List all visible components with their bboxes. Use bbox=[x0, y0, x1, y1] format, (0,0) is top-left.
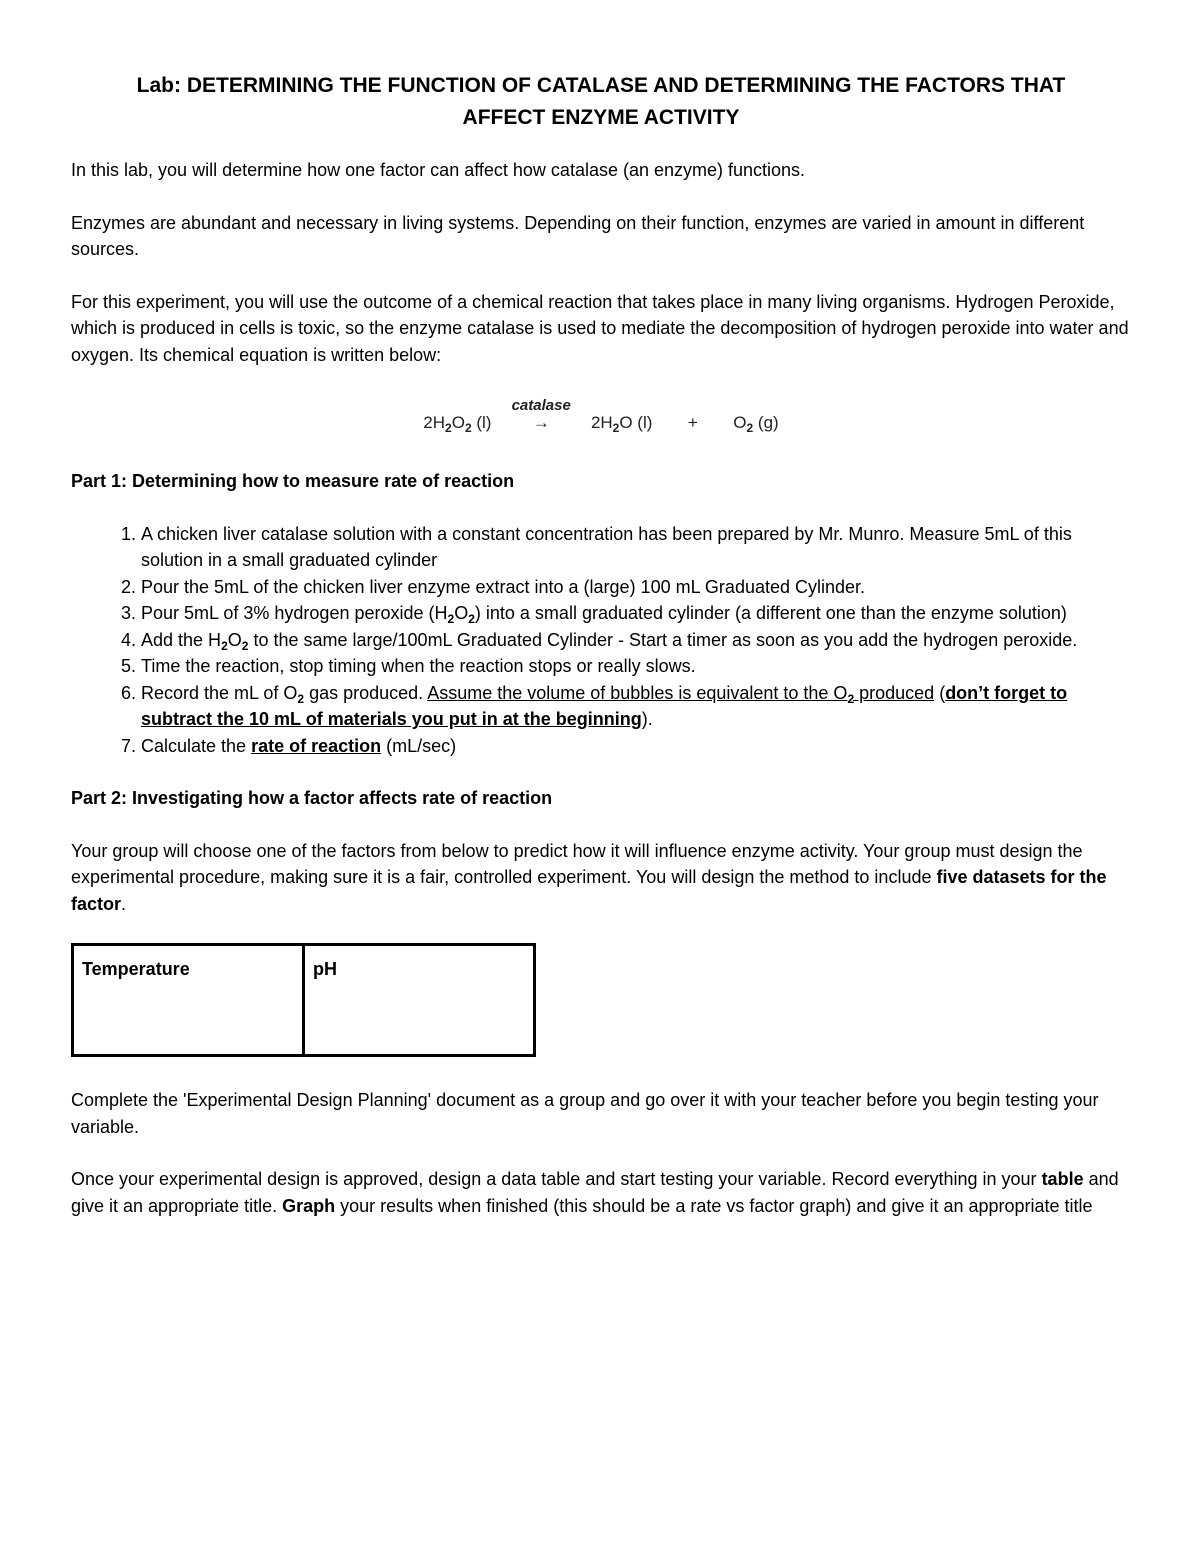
equation-plus: + bbox=[687, 413, 698, 432]
catalyst-label: catalase bbox=[511, 397, 571, 414]
step-1: 1. A chicken liver catalase solution with a constant concentration has been prepared by Mr. Munro. Measure 5mL of this solution in a small graduated cylinder bbox=[141, 521, 1131, 574]
equation-reactant: $2H_2O_2$ (l) bbox=[423, 413, 492, 435]
subtract-reminder: don’t forget to subtract the 10 mL of materials you put in at the beginning bbox=[141, 682, 1068, 729]
factor-ph: pH bbox=[304, 945, 535, 1056]
arrow-icon: → bbox=[532, 413, 550, 432]
factors-table bbox=[71, 943, 536, 1057]
equation-product-water: $2H_2O$ (l) bbox=[590, 413, 653, 435]
graph-term: Graph bbox=[282, 1195, 336, 1216]
intro-paragraph-3: For this experiment, you will use the outcome of a chemical reaction that takes place in many living organisms. Hydrogen Peroxide, which is produced in cells is toxic, so the enzyme catalase is used to mediate the decomposition of hydrogen peroxide into water and oxygen. Its chemical equation is written below: bbox=[71, 291, 1129, 365]
reaction-arrow bbox=[506, 397, 576, 437]
document-title bbox=[71, 70, 1131, 134]
part2-paragraph-2: Complete the 'Experimental Design Planning' document as a group and go over it with your teacher before you begin testing your variable. bbox=[71, 1090, 1099, 1137]
assumption-note: Assume the volume of bubbles is equivalent to the $O_2$ produced bbox=[427, 682, 935, 706]
rate-of-reaction-term: rate of reaction bbox=[251, 735, 382, 756]
table-row bbox=[73, 945, 535, 1056]
part1-steps bbox=[71, 521, 1131, 760]
step-6: 6. Record the mL of $O_2$ gas produced. Assume the volume of bubbles is equivalent to the $O_2$ produced (don’t forget to subtract the 10 mL of materials you put in at the beginning). bbox=[141, 680, 1131, 733]
equation-product-oxygen: $O_2$ (g) bbox=[733, 413, 779, 435]
factor-temperature: Temperature bbox=[73, 945, 304, 1056]
step-5: 5. Time the reaction, stop timing when the reaction stops or really slows. bbox=[141, 653, 1131, 680]
step-4: 4. Add the $H_2O_2$ to the same large/100mL Graduated Cylinder - Start a timer as soon as you add the hydrogen peroxide. bbox=[141, 627, 1131, 654]
five-datasets-term: five datasets for the factor bbox=[71, 867, 1107, 914]
part1-heading: Part 1: Determining how to measure rate of reaction bbox=[71, 471, 515, 491]
part2-paragraph-1: Your group will choose one of the factors from below to predict how it will influence enzyme activity. Your group must design the experimental procedure, making sure it is a fair, controlled experiment. You will design the method to include five datasets for the factor. bbox=[71, 840, 1107, 914]
chemical-equation bbox=[71, 394, 1131, 438]
part2-paragraph-3: Once your experimental design is approved, design a data table and start testing your variable. Record everything in your table and give it an appropriate title. Graph your results when finished (this should be a rate vs factor graph) and give it an appropriate title bbox=[71, 1169, 1119, 1216]
document-content bbox=[71, 70, 1131, 1245]
title-line-2: AFFECT ENZYME ACTIVITY bbox=[462, 106, 740, 129]
intro-paragraph-2: Enzymes are abundant and necessary in living systems. Depending on their function, enzymes are varied in amount in different sources. bbox=[71, 212, 1085, 259]
step-7: 7. Calculate the rate of reaction (mL/sec) bbox=[141, 733, 1131, 760]
table-term: table bbox=[1041, 1169, 1084, 1189]
step-3: 3. Pour 5mL of 3% hydrogen peroxide $(H_2O_2)$ into a small graduated cylinder (a different one than the enzyme solution) bbox=[141, 600, 1131, 627]
title-line-1: Lab: DETERMINING THE FUNCTION OF CATALASE AND DETERMINING THE FACTORS THAT bbox=[136, 74, 1066, 97]
intro-paragraph-1: In this lab, you will determine how one factor can affect how catalase (an enzyme) functions. bbox=[71, 160, 806, 180]
part2-heading: Part 2: Investigating how a factor affects rate of reaction bbox=[71, 788, 553, 808]
step-2: 2. Pour the 5mL of the chicken liver enzyme extract into a (large) 100 mL Graduated Cylinder. bbox=[141, 574, 1131, 601]
